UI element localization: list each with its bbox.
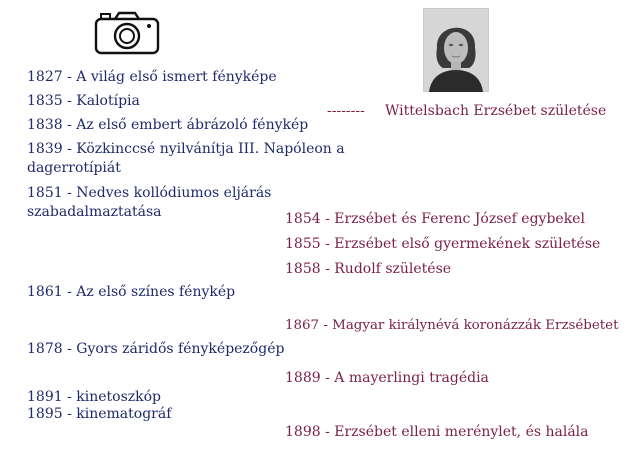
elisabeth-birth-event: Wittelsbach Erzsébet születése [385, 103, 607, 119]
elisabeth-event: 1854 - Erzsébet és Ferenc József egybekel [285, 211, 585, 227]
photo-event: 1835 - Kalotípia [27, 93, 140, 109]
photo-event: 1827 - A világ első ismert fényképe [27, 69, 277, 85]
elisabeth-event: 1867 - Magyar királynévá koronázzák Erzsébetet [285, 318, 619, 333]
photo-event: 1839 - Közkinccsé nyilvánítja III. Napóleon a dagerrotípiát [27, 141, 345, 176]
photo-event: 1878 - Gyors záridős fényképezőgép [27, 341, 285, 357]
elisabeth-event: 1858 - Rudolf születése [285, 261, 452, 277]
photo-event: 1838 - Az első embert ábrázoló fénykép [27, 117, 309, 133]
photo-event: 1861 - Az első színes fénykép [27, 284, 236, 300]
photo-event: 1891 - kinetoszkóp [27, 389, 162, 405]
birth-connector: -------- [327, 103, 365, 119]
photo-event: 1851 - Nedves kollódiumos eljárás szabadalmaztatása [27, 185, 272, 220]
elisabeth-event: 1898 - Erzsébet elleni merénylet, és halála [285, 424, 589, 440]
elisabeth-event: 1889 - A mayerlingi tragédia [285, 370, 489, 386]
photo-event: 1895 - kinematográf [27, 406, 172, 422]
elisabeth-event: 1855 - Erzsébet első gyermekének születése [285, 236, 601, 252]
camera-icon [93, 10, 161, 56]
portrait-photo [423, 8, 489, 92]
